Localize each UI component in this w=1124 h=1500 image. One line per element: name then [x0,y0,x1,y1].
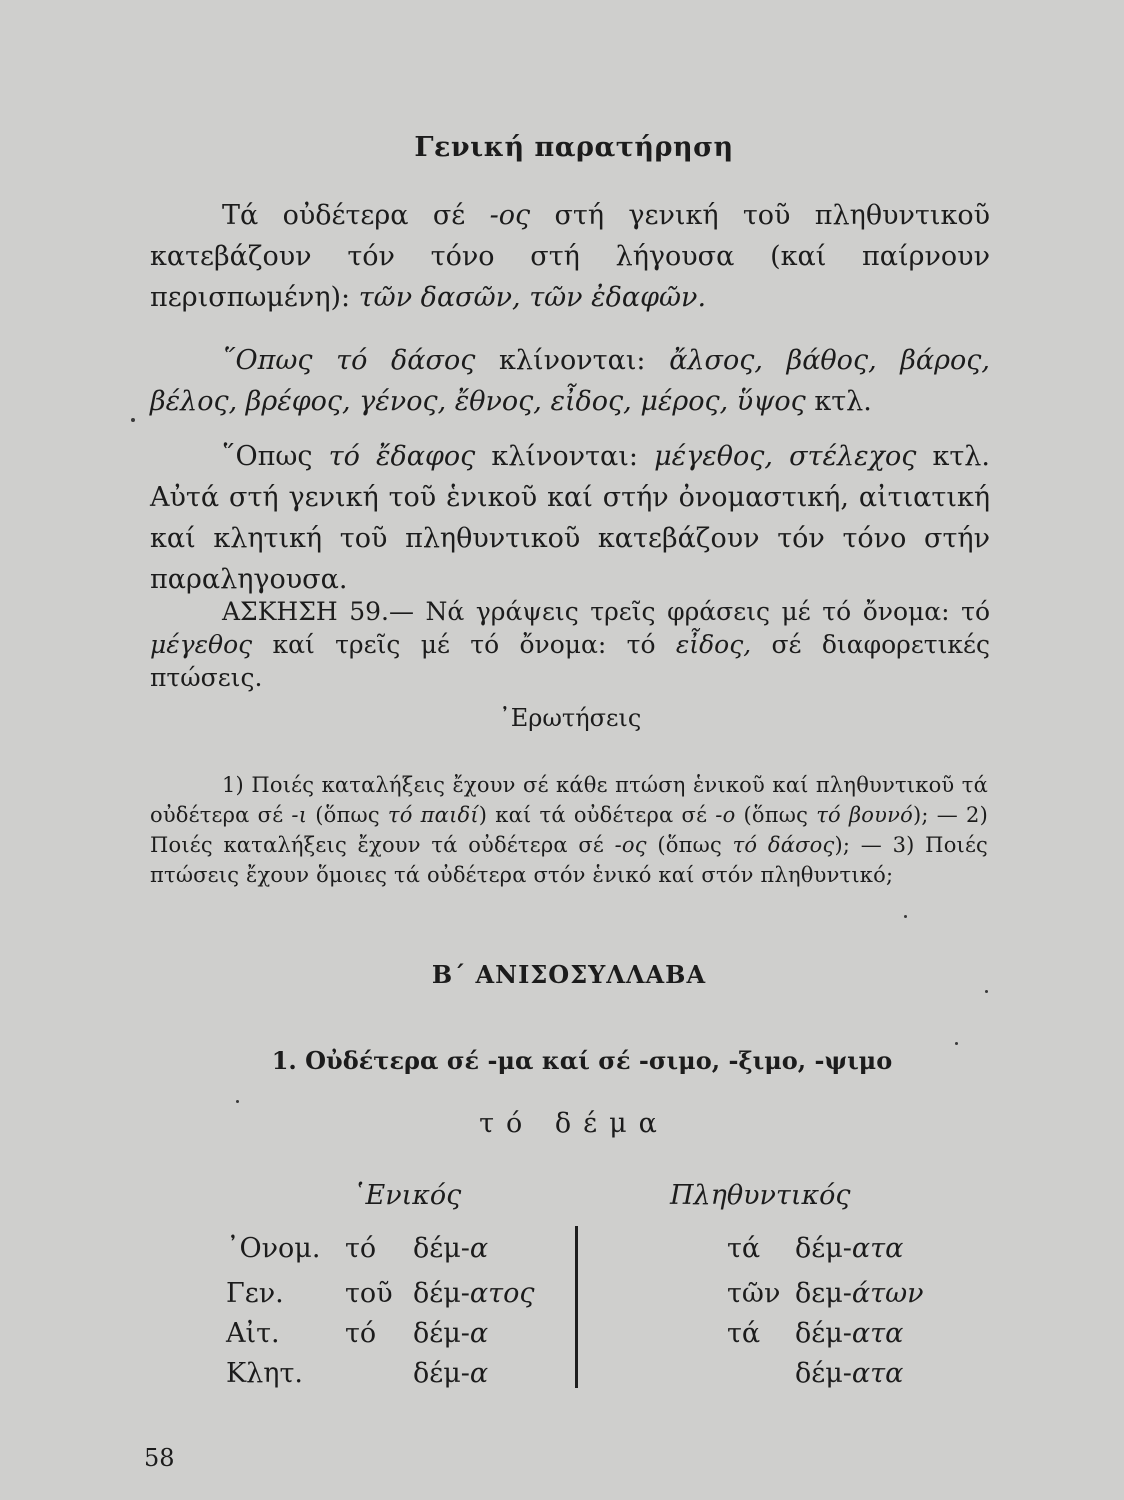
text-run: κτλ. [805,386,872,417]
singular-form-s_end: α [469,1318,489,1349]
plural-form-p_stem: δέμ- [795,1318,852,1349]
plural-form-p_end: ατα [851,1358,904,1389]
paragraph-genitive-rule [150,195,990,318]
table-divider [575,1226,578,1388]
plural-form [795,1358,903,1389]
case-name [226,1358,303,1389]
singular-article-s_art: τό [345,1318,377,1349]
singular-form-s_stem: δέμ- [413,1358,470,1389]
plural-form-p_end: ατα [851,1233,904,1264]
singular-form [413,1233,488,1264]
plural-form-p_stem: δέμ- [795,1233,852,1264]
singular-form-s_stem: δέμ- [413,1278,470,1309]
table-row [0,1278,1124,1322]
case-name-case: Κλητ. [226,1358,303,1389]
singular-article-s_art: τοῦ [345,1278,393,1309]
case-name [226,1278,284,1309]
singular-form-s_end: α [469,1233,489,1264]
paper-speck [904,915,907,918]
questions-text [150,770,988,890]
italic-text: -ο [715,803,736,827]
plural-form-p_stem: δεμ- [795,1278,852,1309]
case-name [226,1318,280,1349]
singular-form-s_end: α [469,1358,489,1389]
plural-article-p_art: τά [727,1318,761,1349]
text-run: (ὅπως [307,803,388,827]
text-run: ῞Οπως [222,441,329,472]
case-name-case: Γεν. [226,1278,284,1309]
singular-form-s_end: ατος [469,1278,535,1309]
paper-speck [131,418,135,422]
plural-form [795,1278,924,1309]
text-run: καί τρεῖς μέ τό ὄνομα: τό [252,630,676,659]
text-run: κτλ. Αὐτά στή γενική τοῦ ἑνικοῦ καί στήν ὀνομαστική, αἰτιατική καί κλητική τοῦ πληθυντικοῦ κατεβάζουν τόν τόνο στήν παραληγουσα. [150,441,990,595]
plural-form-p_end: άτων [851,1278,924,1309]
plural-form [795,1318,903,1349]
subsection-title-neuters-ma: 1. Οὐδέτερα σέ -μα καί σέ -σιμο, -ξιμο, -ψιμο [271,1046,893,1075]
paper-speck [985,990,988,993]
singular-form-s_stem: δέμ- [413,1318,470,1349]
italic-text: τῶν δασῶν, τῶν ἐδαφῶν. [358,282,707,313]
italic-text: -ι [291,803,308,827]
section-heading: Γενική παρατήρηση [414,132,734,163]
italic-text: μέγεθος [150,630,253,659]
singular-article [345,1233,376,1264]
italic-text: τό παιδί [387,803,479,827]
case-name-case: Αἰτ. [226,1318,280,1349]
paragraph-edafos-examples [150,436,990,600]
plural-form-p_stem: δέμ- [795,1358,852,1389]
plural-form-p_end: ατα [851,1318,904,1349]
singular-article-s_art: τό [345,1233,377,1264]
singular-article [345,1278,393,1309]
text-run: (ὅπως [735,803,817,827]
paragraph-dasos-examples [150,340,990,422]
italic-text: μέγεθος, στέλεχος [654,441,917,472]
text-run: ) καί τά οὐδέτερα σέ [478,803,716,827]
text-run: Τά οὐδέτερα σέ [222,200,490,231]
text-run: (ὅπως [646,833,733,857]
table-row [0,1358,1124,1402]
section-title-anisosyllaba: Β΄ ΑΝΙΣΟΣΥΛΛΑΒΑ [431,960,707,989]
italic-text: τό ἔδαφος [328,441,476,472]
declension-word-title: τό δέμα [479,1108,669,1139]
singular-form [413,1278,534,1309]
italic-text: τό βουνό [816,803,913,827]
plural-article [727,1233,760,1264]
italic-text: -ος [489,200,531,231]
text-run: σέ διαφορετικές πτώσεις. [150,630,990,692]
plural-form [795,1233,903,1264]
italic-text: τό δάσος [732,833,835,857]
text-run: κλίνονται: [475,441,655,472]
plural-article [727,1278,780,1309]
plural-article [727,1318,760,1349]
exercise-59 [150,595,990,694]
singular-form-s_stem: δέμ- [413,1233,470,1264]
plural-header: Πληθυντικός [670,1180,851,1211]
questions-heading: ᾿Ερωτήσεις [498,704,642,732]
table-row [0,1233,1124,1277]
italic-text: εἶδος, [675,630,752,659]
page-number: 58 [144,1444,175,1472]
text-run: ΑΣΚΗΣΗ 59.— Νά γράψεις τρεῖς φράσεις μέ τό ὄνομα: τό [222,597,990,626]
text-run: στή γενική τοῦ πληθυντικοῦ κατεβάζουν τόν τόνο στή λήγουσα (καί παίρνουν περισπωμένη): [150,200,990,313]
plural-article-p_art: τά [727,1233,761,1264]
text-run: 1) Ποιές καταλήξεις ἔχουν σέ κάθε πτώση ἑνικοῦ καί πληθυντικοῦ τά οὐδέτερα σέ [150,773,988,827]
plural-article-p_art: τῶν [727,1278,781,1309]
paper-speck [955,1042,958,1045]
text-run: ); — 2) Ποιές καταλήξεις ἔχουν τά οὐδέτερα σέ [150,803,988,857]
case-name-case: ᾿Ονομ. [226,1233,321,1264]
singular-article [345,1318,376,1349]
italic-text: -ος [614,833,647,857]
table-row [0,1318,1124,1362]
text-run: ); — 3) Ποιές πτώσεις ἔχουν ὅμοιες τά οὐδέτερα στόν ἑνικό καί στόν πληθυντικό; [150,833,989,887]
paper-speck [236,1100,239,1103]
italic-text: ῞Οπως τό δάσος [222,345,476,376]
singular-form [413,1318,488,1349]
singular-form [413,1358,488,1389]
italic-text: ἄλσος, βάθος, βάρος, βέλος, βρέφος, γένος, ἔθνος, εἶδος, μέρος, ὕψος [150,345,990,417]
singular-header: ῾Ενικός [352,1180,462,1211]
text-run: κλίνονται: [475,345,670,376]
case-name [226,1233,320,1264]
